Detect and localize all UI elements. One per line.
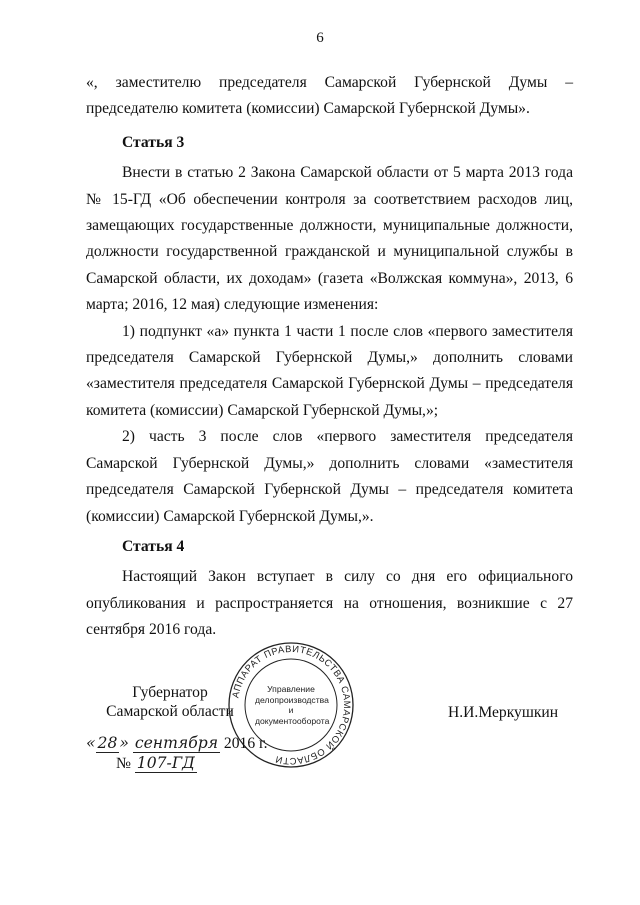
document-body	[86, 70, 573, 644]
continuation-paragraph: «, заместителю председателя Самарской Губернской Думы – председателю комитета (комиссии) Самарской Губернской Думы».	[86, 74, 573, 118]
seal-line-1: Управление	[267, 684, 315, 694]
page-number: 6	[316, 30, 324, 46]
date-close-quote: »	[119, 734, 129, 752]
signatory-title-line-2: Самарской области	[106, 703, 234, 720]
date-month: сентября	[134, 734, 219, 752]
signatory-title-line-1: Губернатор	[132, 684, 208, 701]
article-3-intro: Внести в статью 2 Закона Самарской области от 5 марта 2013 года № 15-ГД «Об обеспечении контроля за соответствием расходов лиц, замещающих государственные должности, муниципальные должности, должности государственной гражданской и муниципальной службы в Самарской области, их доходам» (газета «Волжская коммуна», 2013, 6 марта; 2016, 12 мая) следующие изменения:	[86, 164, 573, 314]
law-number-prefix: №	[116, 755, 131, 772]
article-3-heading: Статья 3	[122, 133, 185, 151]
seal-inner-text	[255, 684, 330, 728]
date-day: 28	[97, 734, 118, 752]
article-4-heading: Статья 4	[122, 537, 185, 555]
signing-date	[86, 734, 268, 753]
seal-ring-text: АППАРАТ ПРАВИТЕЛЬСТВА САМАРСКОЙ ОБЛАСТИ	[229, 642, 354, 768]
signatory-title	[100, 683, 240, 721]
signatory-name: Н.И.Меркушкин	[448, 704, 559, 721]
date-open-quote: «	[86, 734, 96, 752]
date-year: 2016 г.	[223, 735, 268, 752]
law-number-value: 107-ГД	[136, 754, 195, 772]
article-4-text: Настоящий Закон вступает в силу со дня его официального опубликования и распространяется на отношения, возникшие с 27 сентября 2016 года.	[86, 568, 573, 639]
seal-line-2: делопроизводства	[255, 694, 329, 705]
article-3-item-1: 1) подпункт «а» пункта 1 части 1 после слов «первого заместителя председателя Самарской Губернской Думы,» дополнить словами «заместителя председателя Самарской Губернской Думы – председателя комитета (комиссии) Самарской Губернской Думы,»;	[86, 322, 573, 419]
article-3-item-2: 2) часть 3 после слов «первого заместителя председателя Самарской Губернской Думы,» дополнить словами «заместителя председателя Самарской Губернской Думы – председателя комитета (комиссии) Самарской Губернской Думы,».	[86, 428, 573, 525]
law-number	[116, 754, 197, 773]
seal-line-3: и документооборота	[255, 705, 330, 726]
